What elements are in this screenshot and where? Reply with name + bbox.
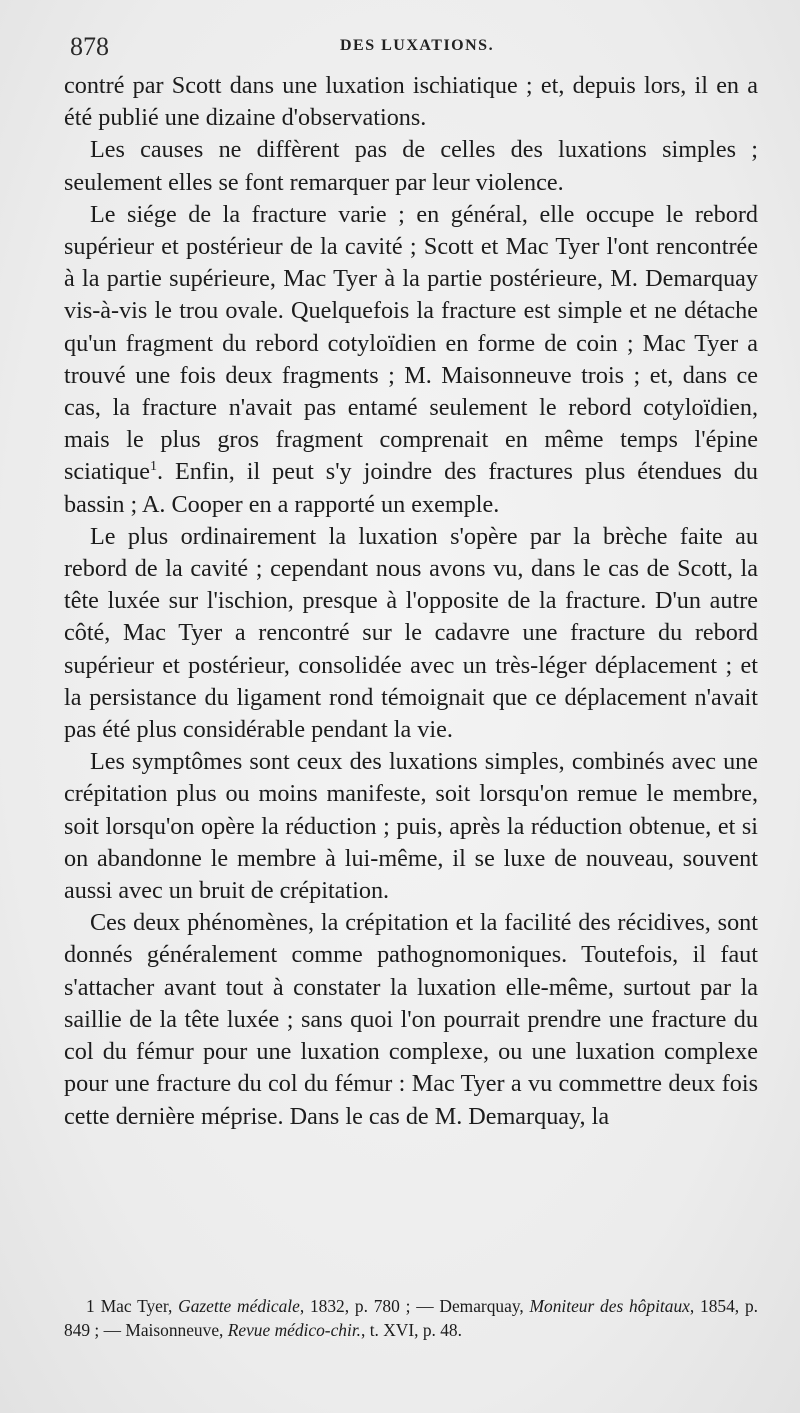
body-text (64, 70, 758, 1133)
paragraph-text: Le siége de la fracture varie ; en général, elle occupe le rebord supérieur et postérieur de la cavité ; Scott et Mac Tyer l'ont rencontrée à la partie supérieure, Mac Tyer à la partie postérieure, M. Demarquay vis-à-vis le trou ovale. Quelquefois la fracture est simple et ne détache qu'un fragment du rebord cotyloïdien en forme de coin ; Mac Tyer a trouvé une fois deux fragments ; M. Maisonneuve trois ; et, dans ce cas, la fracture n'avait pas entamé seulement le rebord cotyloïdien, mais le plus gros fragment comprenait en même temps l'épine sciatique (64, 200, 758, 486)
paragraph-text: . Enfin, il peut s'y joindre des fractures plus étendues du bassin ; A. Cooper en a rapporté un exemple. (64, 458, 758, 518)
page-number: 878 (70, 32, 109, 61)
paragraph (64, 199, 758, 521)
paragraph: Les symptômes sont ceux des luxations simples, combinés avec une crépitation plus ou moins manifeste, soit lorsqu'on remue le membre, soit lorsqu'on opère la réduction ; puis, après la réduction obtenue, et si on abandonne le membre à lui-même, il se luxe de nouveau, souvent aussi avec un bruit de crépitation. (64, 748, 758, 905)
footnote (64, 1294, 758, 1342)
page-header (0, 28, 800, 62)
footnote-reference[interactable]: 1 (149, 459, 157, 475)
paragraph: contré par Scott dans une luxation ischiatique ; et, depuis lors, il en a été publié une dizaine d'observations. (64, 72, 758, 132)
footnote-citation-6: , t. XVI, p. 48. (361, 1320, 462, 1340)
footnote-citation-3: Moniteur des hôpitaux (529, 1296, 690, 1316)
footnote-citation-5: Revue médico-chir. (227, 1320, 362, 1340)
running-title: DES LUXATIONS. (340, 37, 495, 54)
paragraph: Ces deux phénomènes, la crépitation et la facilité des récidives, sont donnés généralement comme pathognomoniques. Toutefois, il faut s'attacher avant tout à constater la luxation elle-même, surtout par la saillie de la tête luxée ; sans quoi l'on pourrait prendre une fracture du col du fémur pour une luxation complexe, ou une luxation complexe pour une fracture du col du fémur : Mac Tyer a vu commettre deux fois cette dernière méprise. Dans le cas de M. Demarquay, la (64, 909, 758, 1130)
footnote-mark: 1 (86, 1296, 95, 1316)
footnote-citation-0: Mac Tyer, (100, 1296, 179, 1316)
footnote-citation-1: Gazette médicale (178, 1296, 300, 1316)
paragraph: Le plus ordinairement la luxation s'opère par la brèche faite au rebord de la cavité ; cependant nous avons vu, dans le cas de Scott, la tête luxée sur l'ischion, presque à l'opposite de la fracture. D'un autre côté, Mac Tyer a rencontré sur le cadavre une fracture du rebord supérieur et postérieur, consolidée avec un très-léger déplacement ; et la persistance du ligament rond témoignait que ce déplacement n'avait pas été plus considérable pendant la vie. (64, 522, 758, 744)
paragraph: Les causes ne diffèrent pas de celles des luxations simples ; seulement elles se font remarquer par leur violence. (64, 136, 758, 196)
footnote-citation-2: , 1832, p. 780 ; — Demarquay, (299, 1296, 530, 1316)
footnote-citation-4: , 1854, p. 849 ; — Maisonneuve, (64, 1296, 758, 1340)
